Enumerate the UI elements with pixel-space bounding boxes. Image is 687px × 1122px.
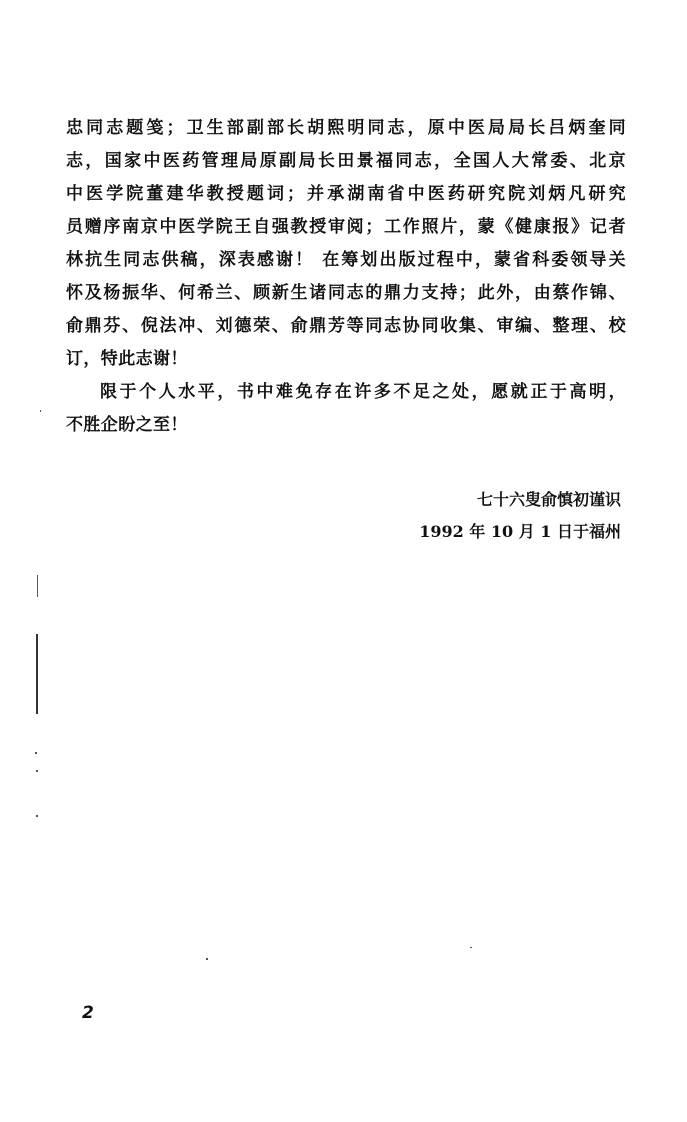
signature-date: 1992 年 10 月 1 日于福州 <box>419 522 621 541</box>
signature-block <box>419 484 621 548</box>
paragraph-closing <box>66 376 626 442</box>
scan-speck <box>35 752 37 754</box>
paragraph-acknowledgements <box>66 112 626 376</box>
scan-speck <box>206 958 208 960</box>
text-line: 限于个人水平，书中难免存在许多不足之处，愿就正于高明， <box>100 382 626 402</box>
scan-speck <box>36 634 38 714</box>
scan-speck <box>36 815 38 817</box>
text-line: 中医学院董建华教授题词；并承湖南省中医药研究院刘炳凡研究 <box>66 184 626 204</box>
text-line: 俞鼎芬、倪法冲、刘德荣、俞鼎芳等同志协同收集、审编、整理、校 <box>66 316 626 336</box>
text-line: 林抗生同志供稿，深表感谢！ 在筹划出版过程中，蒙省科委领导关 <box>66 250 626 270</box>
page-number: 2 <box>82 1003 94 1023</box>
scan-speck <box>470 947 472 948</box>
scan-speck <box>36 770 38 772</box>
text-line: 不胜企盼之至！ <box>66 415 188 435</box>
text-line: 怀及杨振华、何希兰、顾新生诸同志的鼎力支持；此外，由蔡作锦、 <box>66 283 626 303</box>
text-line: 员赠序南京中医学院王自强教授审阅；工作照片，蒙《健康报》记者 <box>66 217 626 237</box>
text-line: 忠同志题笺；卫生部副部长胡熙明同志，原中医局局长吕炳奎同 <box>66 118 626 138</box>
signature-author: 七十六叟俞慎初谨识 <box>476 490 621 509</box>
scan-speck <box>40 410 41 412</box>
scan-speck <box>37 575 38 597</box>
body-text <box>66 112 626 442</box>
text-line: 订，特此志谢！ <box>66 349 188 369</box>
text-line: 志，国家中医药管理局原副局长田景福同志，全国人大常委、北京 <box>66 151 626 171</box>
